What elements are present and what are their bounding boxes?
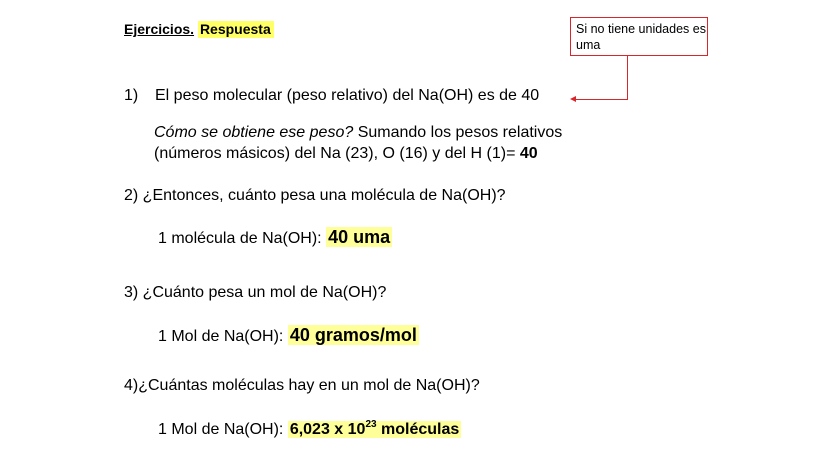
answer-3 bbox=[158, 325, 419, 346]
answer-4-exponent: 23 bbox=[365, 419, 377, 430]
answer-3-value: 40 gramos/mol bbox=[289, 325, 417, 345]
answer-2-label: 1 molécula de Na(OH): bbox=[158, 230, 327, 247]
callout-connector-horizontal bbox=[574, 99, 628, 100]
answer-4-value bbox=[288, 421, 461, 438]
answer-2-value: 40 uma bbox=[328, 227, 391, 247]
question-3: 3) ¿Cuánto pesa un mol de Na(OH)? bbox=[124, 284, 387, 301]
answer-label: Respuesta bbox=[198, 21, 274, 38]
callout-connector-vertical bbox=[627, 56, 628, 100]
exercises-label: Ejercicios. bbox=[124, 21, 195, 37]
answer-4-label: 1 Mol de Na(OH): bbox=[158, 421, 288, 438]
question-1-number: 1) bbox=[124, 87, 139, 104]
answer-2 bbox=[158, 227, 392, 248]
explanation-line-2: (números másicos) del Na (23), O (16) y del H (1)= bbox=[154, 145, 520, 162]
answer-4-base: 6,023 x 10 bbox=[289, 421, 366, 438]
explanation-question: Cómo se obtiene ese peso? bbox=[154, 124, 354, 141]
answer-4-unit: moléculas bbox=[376, 421, 460, 438]
explanation-line-1: Sumando los pesos relativos bbox=[353, 124, 563, 141]
question-1-explanation bbox=[154, 122, 562, 164]
answer-3-label: 1 Mol de Na(OH): bbox=[158, 328, 288, 345]
question-1-text: El peso molecular (peso relativo) del Na(OH) es de 40 bbox=[155, 87, 540, 104]
note-callout: Si no tiene unidades es uma bbox=[570, 17, 708, 56]
question-1 bbox=[124, 87, 539, 105]
callout-arrow-icon bbox=[570, 96, 576, 102]
explanation-value: 40 bbox=[519, 145, 538, 162]
answer-4 bbox=[158, 421, 461, 439]
question-4: 4)¿Cuántas moléculas hay en un mol de Na(OH)? bbox=[124, 377, 480, 394]
page-title bbox=[124, 21, 274, 37]
question-2: 2) ¿Entonces, cuánto pesa una molécula de Na(OH)? bbox=[124, 187, 506, 204]
